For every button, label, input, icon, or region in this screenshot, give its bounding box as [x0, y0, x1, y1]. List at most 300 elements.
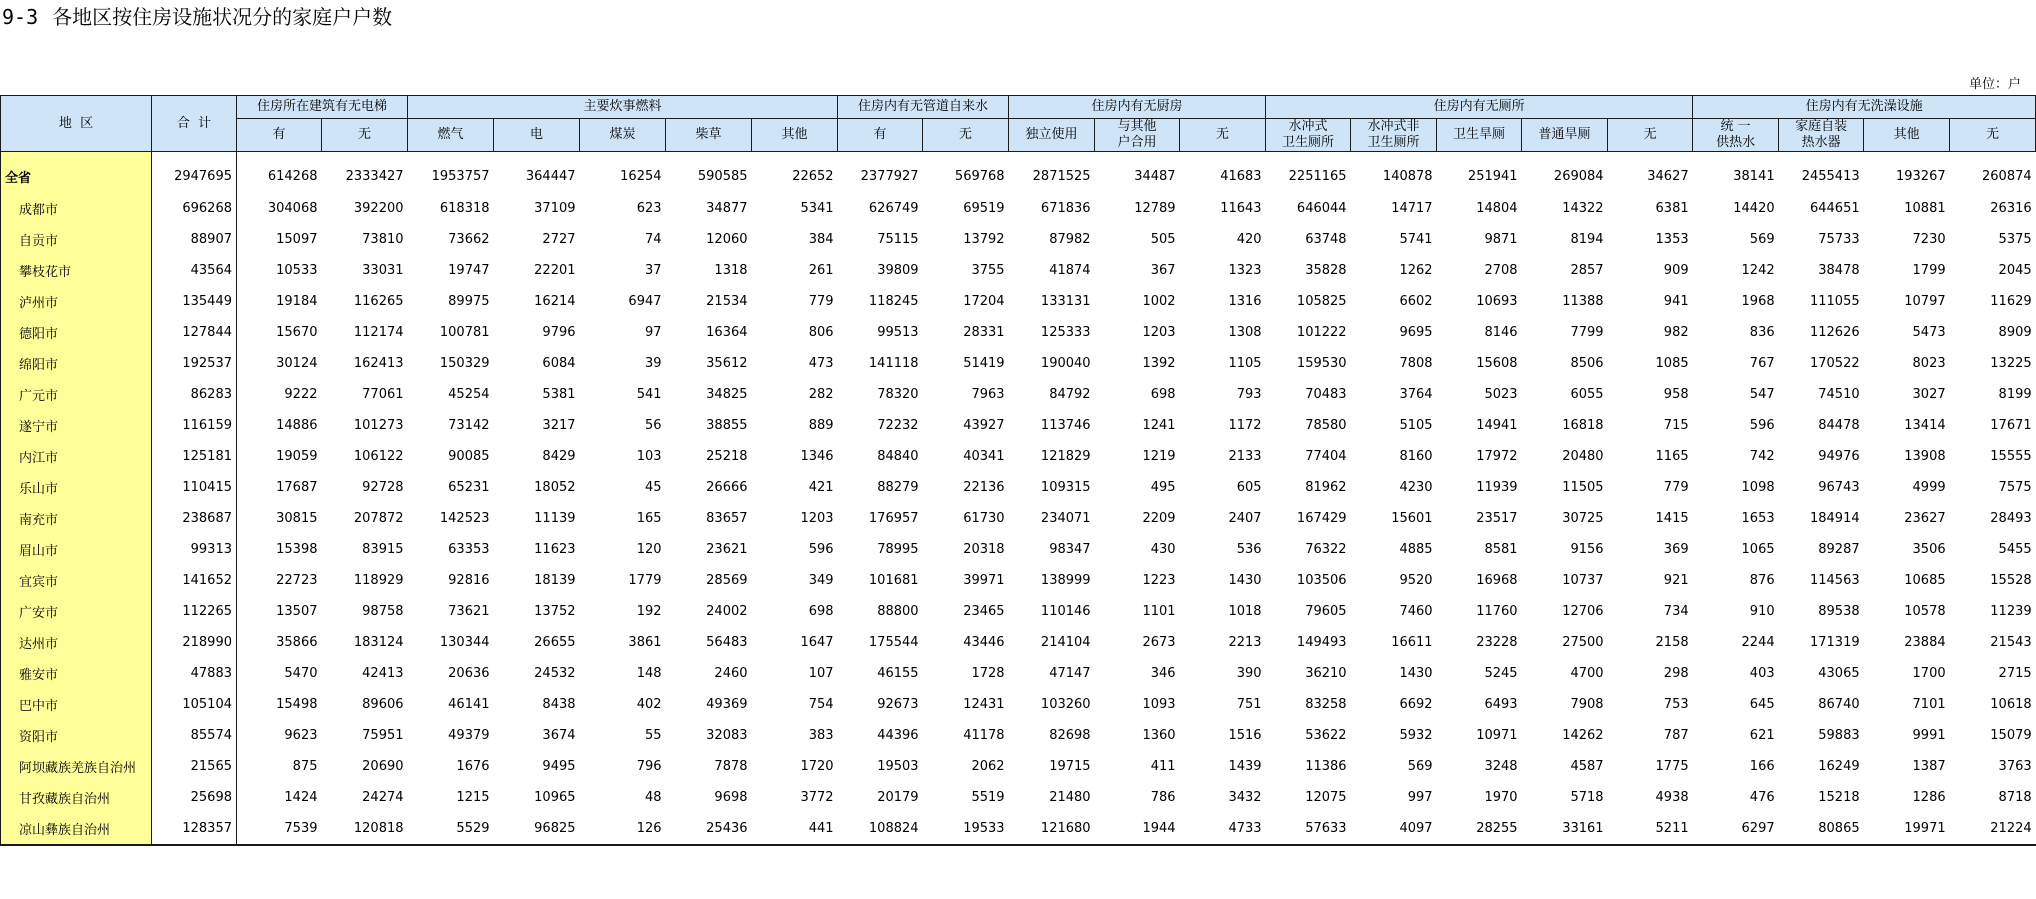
value-cell: 88800: [877, 604, 919, 619]
value-cell: 2857: [1570, 263, 1604, 278]
value-cell: 16968: [1476, 573, 1518, 588]
region-cell: 宜宾市: [1, 565, 152, 596]
value-cell: 140878: [1382, 169, 1433, 184]
value-cell: 16214: [534, 294, 576, 309]
region-cell: 绵阳市: [1, 348, 152, 379]
value-cell: 19059: [276, 449, 318, 464]
value-cell: 84478: [1818, 418, 1860, 433]
value-cell: 23621: [706, 542, 748, 557]
value-cell: 22723: [276, 573, 318, 588]
total-cell: 116159: [152, 410, 237, 441]
value-cell: 5529: [408, 813, 494, 845]
total-cell: 127844: [152, 317, 237, 348]
value-cell: 5741: [1399, 232, 1433, 247]
value-cell: 384: [808, 232, 834, 247]
value-cell: 101681: [868, 573, 919, 588]
value-cell: 184914: [1809, 511, 1860, 526]
value-cell: 876: [1749, 573, 1775, 588]
value-cell: 298: [1663, 666, 1689, 681]
value-cell: 2673: [1142, 635, 1176, 650]
value-cell: 88279: [877, 480, 919, 495]
value-cell: 590585: [697, 169, 748, 184]
value-cell: 4587: [1570, 759, 1604, 774]
value-cell: 7460: [1399, 604, 1433, 619]
value-cell: 2244: [1741, 635, 1775, 650]
value-cell: 441: [752, 813, 838, 845]
column-header: 卫生旱厕: [1437, 119, 1522, 152]
value-cell: 24532: [534, 666, 576, 681]
column-header: 水冲式非 卫生厕所: [1351, 119, 1437, 152]
value-cell: 787: [1663, 728, 1689, 743]
table-row: [1, 596, 2036, 627]
value-cell: 38855: [706, 418, 748, 433]
column-header: 与其他 户合用: [1095, 119, 1180, 152]
value-cell: 767: [1749, 356, 1775, 371]
value-cell: 4999: [1912, 480, 1946, 495]
value-cell: 170522: [1809, 356, 1860, 371]
value-cell: 34877: [706, 201, 748, 216]
value-cell: 1353: [1655, 232, 1689, 247]
value-cell: 7575: [1998, 480, 2032, 495]
value-cell: 8438: [542, 697, 576, 712]
value-cell: 2158: [1655, 635, 1689, 650]
value-cell: 9520: [1399, 573, 1433, 588]
region-cell: 南充市: [1, 503, 152, 534]
column-header: 其他: [1864, 119, 1950, 152]
value-cell: 505: [1150, 232, 1176, 247]
value-cell: 100781: [439, 325, 490, 340]
column-header: 无: [1180, 119, 1266, 152]
value-cell: 5718: [1570, 790, 1604, 805]
value-cell: 28255: [1437, 813, 1522, 845]
table-row: [1, 813, 2036, 845]
value-cell: 7539: [237, 813, 322, 845]
total-cell: 21565: [152, 751, 237, 782]
value-cell: 364447: [525, 169, 576, 184]
value-cell: 3763: [1998, 759, 2032, 774]
value-cell: 17671: [1990, 418, 2032, 433]
value-cell: 21480: [1049, 790, 1091, 805]
value-cell: 9698: [714, 790, 748, 805]
value-cell: 73621: [448, 604, 490, 619]
value-cell: 1018: [1228, 604, 1262, 619]
value-cell: 56: [644, 418, 662, 433]
value-cell: 30815: [276, 511, 318, 526]
value-cell: 16249: [1818, 759, 1860, 774]
value-cell: 9156: [1570, 542, 1604, 557]
value-cell: 473: [808, 356, 834, 371]
value-cell: 150329: [439, 356, 490, 371]
value-cell: 626749: [868, 201, 919, 216]
value-cell: 112626: [1809, 325, 1860, 340]
value-cell: 133131: [1040, 294, 1091, 309]
value-cell: 16611: [1391, 635, 1433, 650]
value-cell: 1323: [1228, 263, 1262, 278]
value-cell: 5341: [800, 201, 834, 216]
value-cell: 92816: [448, 573, 490, 588]
value-cell: 35612: [706, 356, 748, 371]
value-cell: 39: [644, 356, 662, 371]
value-cell: 12431: [963, 697, 1005, 712]
value-cell: 2407: [1228, 511, 1262, 526]
value-cell: 18139: [534, 573, 576, 588]
value-cell: 8146: [1484, 325, 1518, 340]
value-cell: 11643: [1220, 201, 1262, 216]
value-cell: 476: [1749, 790, 1775, 805]
value-cell: 41683: [1220, 169, 1262, 184]
value-cell: 2708: [1484, 263, 1518, 278]
value-cell: 6602: [1399, 294, 1433, 309]
value-cell: 14262: [1562, 728, 1604, 743]
value-cell: 596: [808, 542, 834, 557]
value-cell: 107: [808, 666, 834, 681]
value-cell: 11623: [534, 542, 576, 557]
value-cell: 1392: [1142, 356, 1176, 371]
column-header-region: 地 区: [1, 96, 152, 152]
value-cell: 25218: [706, 449, 748, 464]
value-cell: 34627: [1647, 169, 1689, 184]
value-cell: 1346: [800, 449, 834, 464]
value-cell: 81962: [1305, 480, 1347, 495]
value-cell: 101222: [1296, 325, 1347, 340]
value-cell: 11388: [1562, 294, 1604, 309]
value-cell: 89538: [1818, 604, 1860, 619]
value-cell: 1242: [1741, 263, 1775, 278]
value-cell: 383: [808, 728, 834, 743]
value-cell: 36210: [1305, 666, 1347, 681]
value-cell: 1002: [1142, 294, 1176, 309]
region-cell: 资阳市: [1, 720, 152, 751]
value-cell: 53622: [1305, 728, 1347, 743]
value-cell: 118929: [353, 573, 404, 588]
value-cell: 78320: [877, 387, 919, 402]
value-cell: 26655: [534, 635, 576, 650]
value-cell: 15498: [276, 697, 318, 712]
value-cell: 715: [1663, 418, 1689, 433]
value-cell: 183124: [353, 635, 404, 650]
value-cell: 113746: [1040, 418, 1091, 433]
value-cell: 921: [1663, 573, 1689, 588]
value-cell: 2062: [971, 759, 1005, 774]
total-cell: 110415: [152, 472, 237, 503]
value-cell: 103260: [1040, 697, 1091, 712]
value-cell: 103506: [1296, 573, 1347, 588]
value-cell: 214104: [1040, 635, 1091, 650]
value-cell: 644651: [1809, 201, 1860, 216]
value-cell: 269084: [1553, 169, 1604, 184]
region-cell: 广元市: [1, 379, 152, 410]
value-cell: 13414: [1904, 418, 1946, 433]
value-cell: 1101: [1142, 604, 1176, 619]
value-cell: 105825: [1296, 294, 1347, 309]
value-cell: 304068: [267, 201, 318, 216]
header-row-groups: [1, 96, 2036, 119]
value-cell: 16364: [706, 325, 748, 340]
table-row: [1, 379, 2036, 410]
value-cell: 2455413: [1801, 169, 1860, 184]
value-cell: 4700: [1570, 666, 1604, 681]
value-cell: 26666: [706, 480, 748, 495]
value-cell: 11386: [1305, 759, 1347, 774]
value-cell: 1219: [1142, 449, 1176, 464]
table-row: [1, 689, 2036, 720]
value-cell: 349: [808, 573, 834, 588]
value-cell: 260874: [1982, 169, 2032, 184]
value-cell: 11139: [534, 511, 576, 526]
value-cell: 15097: [276, 232, 318, 247]
value-cell: 8718: [1998, 790, 2032, 805]
value-cell: 2871525: [1032, 169, 1091, 184]
value-cell: 159530: [1296, 356, 1347, 371]
total-cell: 218990: [152, 627, 237, 658]
value-cell: 23627: [1904, 511, 1946, 526]
value-cell: 98347: [1049, 542, 1091, 557]
column-header: 煤炭: [580, 119, 666, 152]
value-cell: 43065: [1818, 666, 1860, 681]
value-cell: 261: [808, 263, 834, 278]
value-cell: 22136: [963, 480, 1005, 495]
value-cell: 1676: [456, 759, 490, 774]
value-cell: 1308: [1228, 325, 1262, 340]
value-cell: 21224: [1950, 813, 2036, 845]
total-cell: 88907: [152, 224, 237, 255]
value-cell: 84840: [877, 449, 919, 464]
value-cell: 6084: [542, 356, 576, 371]
region-cell: 自贡市: [1, 224, 152, 255]
table-header: [1, 96, 2036, 152]
value-cell: 5473: [1912, 325, 1946, 340]
value-cell: 20179: [877, 790, 919, 805]
column-header: 无: [1608, 119, 1693, 152]
value-cell: 72232: [877, 418, 919, 433]
value-cell: 45254: [448, 387, 490, 402]
value-cell: 193267: [1895, 169, 1946, 184]
total-cell: 25698: [152, 782, 237, 813]
value-cell: 15528: [1990, 573, 2032, 588]
value-cell: 536: [1236, 542, 1262, 557]
page-title: [2, 4, 392, 30]
value-cell: 8194: [1570, 232, 1604, 247]
value-cell: 10533: [276, 263, 318, 278]
value-cell: 17972: [1476, 449, 1518, 464]
value-cell: 11939: [1476, 480, 1518, 495]
value-cell: 6381: [1655, 201, 1689, 216]
value-cell: 24002: [706, 604, 748, 619]
value-cell: 63353: [448, 542, 490, 557]
value-cell: 7808: [1399, 356, 1433, 371]
value-cell: 8581: [1484, 542, 1518, 557]
value-cell: 7878: [714, 759, 748, 774]
region-cell: 攀枝花市: [1, 255, 152, 286]
total-cell: 47883: [152, 658, 237, 689]
value-cell: 130344: [439, 635, 490, 650]
value-cell: 73142: [448, 418, 490, 433]
value-cell: 390: [1236, 666, 1262, 681]
value-cell: 16818: [1562, 418, 1604, 433]
table-row: [1, 441, 2036, 472]
value-cell: 3861: [628, 635, 662, 650]
value-cell: 45: [644, 480, 662, 495]
value-cell: 1779: [628, 573, 662, 588]
column-header: 独立使用: [1009, 119, 1095, 152]
value-cell: 34825: [706, 387, 748, 402]
value-cell: 698: [1150, 387, 1176, 402]
value-cell: 9222: [284, 387, 318, 402]
value-cell: 1203: [800, 511, 834, 526]
region-cell: 德阳市: [1, 317, 152, 348]
value-cell: 19533: [923, 813, 1009, 845]
value-cell: 83915: [362, 542, 404, 557]
value-cell: 39971: [963, 573, 1005, 588]
value-cell: 1700: [1912, 666, 1946, 681]
value-cell: 32083: [706, 728, 748, 743]
table-row: [1, 782, 2036, 813]
value-cell: 175544: [868, 635, 919, 650]
value-cell: 121680: [1009, 813, 1095, 845]
table-row: [1, 751, 2036, 782]
value-cell: 77404: [1305, 449, 1347, 464]
value-cell: 89606: [362, 697, 404, 712]
value-cell: 69519: [963, 201, 1005, 216]
value-cell: 125333: [1040, 325, 1091, 340]
value-cell: 15555: [1990, 449, 2032, 464]
value-cell: 1728: [971, 666, 1005, 681]
value-cell: 11760: [1476, 604, 1518, 619]
value-cell: 86740: [1818, 697, 1860, 712]
value-cell: 42413: [362, 666, 404, 681]
value-cell: 1241: [1142, 418, 1176, 433]
total-cell: 86283: [152, 379, 237, 410]
value-cell: 74: [644, 232, 662, 247]
value-cell: 623: [636, 201, 662, 216]
value-cell: 43927: [963, 418, 1005, 433]
value-cell: 569768: [954, 169, 1005, 184]
value-cell: 806: [808, 325, 834, 340]
value-cell: 1318: [714, 263, 748, 278]
value-cell: 126: [580, 813, 666, 845]
region-cell: 全省: [1, 152, 152, 194]
value-cell: 875: [292, 759, 318, 774]
value-cell: 15218: [1818, 790, 1860, 805]
value-cell: 411: [1150, 759, 1176, 774]
total-cell: 125181: [152, 441, 237, 472]
table-row: [1, 317, 2036, 348]
value-cell: 120: [636, 542, 662, 557]
value-cell: 46141: [448, 697, 490, 712]
value-cell: 614268: [267, 169, 318, 184]
value-cell: 9991: [1912, 728, 1946, 743]
group-header: 住房所在建筑有无电梯: [237, 96, 408, 119]
value-cell: 5470: [284, 666, 318, 681]
value-cell: 1799: [1912, 263, 1946, 278]
total-cell: 128357: [152, 813, 237, 845]
value-cell: 346: [1150, 666, 1176, 681]
value-cell: 836: [1749, 325, 1775, 340]
value-cell: 28493: [1990, 511, 2032, 526]
value-cell: 15079: [1990, 728, 2032, 743]
value-cell: 79605: [1305, 604, 1347, 619]
value-cell: 171319: [1809, 635, 1860, 650]
value-cell: 8506: [1570, 356, 1604, 371]
value-cell: 1415: [1655, 511, 1689, 526]
total-cell: 696268: [152, 193, 237, 224]
total-cell: 99313: [152, 534, 237, 565]
value-cell: 282: [808, 387, 834, 402]
value-cell: 4938: [1655, 790, 1689, 805]
value-cell: 889: [808, 418, 834, 433]
value-cell: 30124: [276, 356, 318, 371]
value-cell: 190040: [1040, 356, 1091, 371]
value-cell: 75115: [877, 232, 919, 247]
value-cell: 1360: [1142, 728, 1176, 743]
total-cell: 2947695: [152, 152, 237, 194]
table-row: [1, 534, 2036, 565]
value-cell: 13507: [276, 604, 318, 619]
value-cell: 11505: [1562, 480, 1604, 495]
value-cell: 16254: [620, 169, 662, 184]
group-header: 主要炊事燃料: [408, 96, 838, 119]
value-cell: 96825: [494, 813, 580, 845]
value-cell: 78995: [877, 542, 919, 557]
region-cell: 巴中市: [1, 689, 152, 720]
value-cell: 73662: [448, 232, 490, 247]
column-header: 家庭自装 热水器: [1779, 119, 1864, 152]
table-row: [1, 193, 2036, 224]
value-cell: 65231: [448, 480, 490, 495]
value-cell: 10693: [1476, 294, 1518, 309]
value-cell: 38478: [1818, 263, 1860, 278]
value-cell: 37: [644, 263, 662, 278]
value-cell: 83258: [1305, 697, 1347, 712]
value-cell: 83657: [706, 511, 748, 526]
value-cell: 15670: [276, 325, 318, 340]
value-cell: 78580: [1305, 418, 1347, 433]
value-cell: 645: [1749, 697, 1775, 712]
value-cell: 34487: [1134, 169, 1176, 184]
value-cell: 7799: [1570, 325, 1604, 340]
region-cell: 成都市: [1, 193, 152, 224]
region-cell: 乐山市: [1, 472, 152, 503]
value-cell: 369: [1663, 542, 1689, 557]
value-cell: 94976: [1818, 449, 1860, 464]
value-cell: 103: [636, 449, 662, 464]
value-cell: 3217: [542, 418, 576, 433]
value-cell: 14886: [276, 418, 318, 433]
region-cell: 眉山市: [1, 534, 152, 565]
value-cell: 5932: [1399, 728, 1433, 743]
value-cell: 56483: [706, 635, 748, 650]
value-cell: 1430: [1228, 573, 1262, 588]
table-row: [1, 152, 2036, 194]
value-cell: 1262: [1399, 263, 1433, 278]
value-cell: 1223: [1142, 573, 1176, 588]
value-cell: 4733: [1180, 813, 1266, 845]
value-cell: 70483: [1305, 387, 1347, 402]
value-cell: 15398: [276, 542, 318, 557]
group-header: 住房内有无洗澡设施: [1693, 96, 2036, 119]
value-cell: 110146: [1040, 604, 1091, 619]
table-number: 9-3: [2, 5, 39, 29]
value-cell: 4885: [1399, 542, 1433, 557]
value-cell: 9695: [1399, 325, 1433, 340]
value-cell: 48: [644, 790, 662, 805]
value-cell: 35828: [1305, 263, 1347, 278]
region-cell: 阿坝藏族羌族自治州: [1, 751, 152, 782]
value-cell: 8023: [1912, 356, 1946, 371]
value-cell: 118245: [868, 294, 919, 309]
value-cell: 2460: [714, 666, 748, 681]
column-header: 有: [838, 119, 923, 152]
